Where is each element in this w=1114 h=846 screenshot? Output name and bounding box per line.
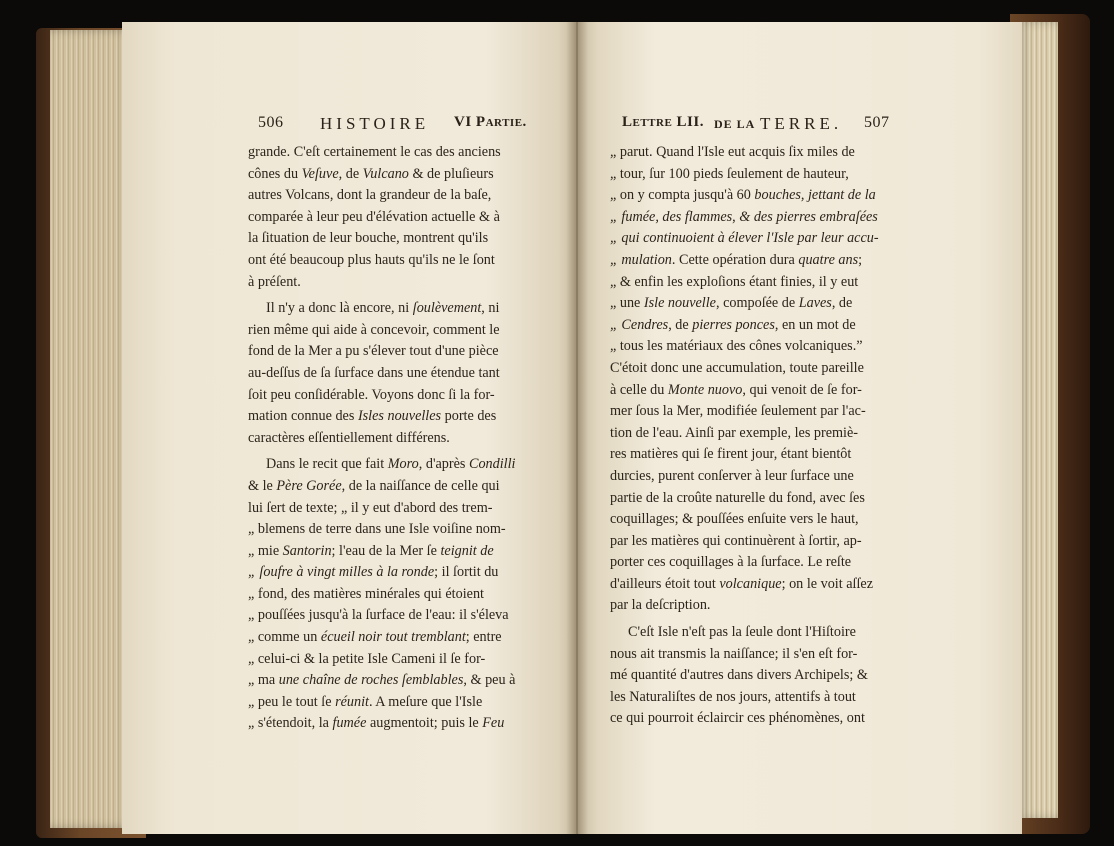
- text-line: [610, 509, 900, 531]
- text-line: [248, 406, 548, 428]
- text-line: [610, 665, 900, 687]
- text-run: grande. C'eſt certainement le cas des anciens: [248, 144, 501, 160]
- text-run: à celle du: [610, 381, 668, 398]
- text-run: , ni: [481, 300, 500, 317]
- text-run: mé quantité d'autres dans divers Archipels; &: [610, 667, 868, 684]
- text-line: [610, 574, 900, 596]
- text-line: [610, 142, 900, 164]
- italic-run: Vulcano: [362, 165, 409, 182]
- text-line: [610, 380, 900, 402]
- text-line: [248, 207, 548, 229]
- section-label: Lettre LII.: [622, 114, 704, 130]
- text-line: [248, 670, 548, 692]
- text-line: [610, 466, 900, 488]
- italic-run: „ qui continuoient à élever l'Isle par leur accu-: [610, 230, 879, 247]
- italic-run: Condilli: [468, 456, 516, 473]
- text-line: [248, 627, 548, 649]
- text-line: [610, 228, 900, 250]
- text-run: , qui venoit de ſe for-: [742, 381, 862, 398]
- text-run: ; entre: [465, 629, 502, 646]
- text-run: par la deſcription.: [610, 597, 711, 614]
- text-run: , de: [338, 165, 363, 182]
- text-line: [610, 207, 900, 229]
- text-line: [610, 531, 900, 553]
- text-run: ;: [858, 251, 863, 268]
- page-edges-left: [50, 30, 132, 828]
- text-run: , de: [668, 316, 693, 333]
- left-page-text: [248, 142, 548, 735]
- text-line: [610, 687, 900, 709]
- book-gutter: [566, 22, 588, 834]
- text-run: . A meſure que l'Isle: [368, 693, 483, 710]
- text-line: [610, 185, 900, 207]
- italic-run: Laves: [798, 295, 832, 312]
- italic-run: Veſuve: [301, 165, 339, 182]
- italic-run: & des pierres embraſées: [739, 208, 878, 225]
- text-line: [248, 320, 548, 342]
- italic-run: Moro: [387, 456, 419, 473]
- text-run: tion de l'eau. Ainſi par exemple, les premiè-: [610, 424, 858, 441]
- text-line: [248, 476, 548, 498]
- text-run: Il n'y a donc là encore, ni: [266, 300, 413, 317]
- text-run: . Cette opération dura: [671, 251, 799, 268]
- page-number: 506: [258, 114, 284, 131]
- italic-run: quatre ans: [798, 251, 859, 268]
- italic-run: écueil noir tout tremblant: [320, 629, 466, 646]
- text-run: , d'après: [418, 456, 469, 473]
- text-run: & de pluſieurs: [408, 165, 494, 182]
- text-run: autres Volcans, dont la grandeur de la baſe,: [248, 187, 492, 204]
- text-line: [610, 315, 900, 337]
- text-run: , compoſée de: [715, 295, 799, 312]
- italic-run: „ mulation: [610, 251, 672, 268]
- running-title: TERRE.: [760, 114, 843, 133]
- italic-run: teignit de: [440, 542, 494, 559]
- running-title-small: DE LA: [714, 117, 756, 131]
- text-line: [248, 298, 548, 320]
- text-run: C'étoit donc une accumulation, toute pareille: [610, 359, 864, 376]
- text-run: à préſent.: [248, 273, 301, 290]
- text-run: lui ſert de texte; „ il y eut d'abord des trem-: [248, 499, 493, 516]
- text-run: mation connue des: [248, 408, 358, 425]
- text-line: [248, 498, 548, 520]
- text-line: [248, 584, 548, 606]
- running-title: HISTOIRE: [320, 114, 430, 133]
- text-run: ; il ſortit du: [434, 564, 499, 581]
- text-line: [610, 622, 900, 644]
- text-line: [610, 644, 900, 666]
- text-run: „ ma: [248, 672, 279, 689]
- italic-run: réunit: [335, 693, 369, 710]
- text-run: , de la naiſſance de celle qui: [341, 477, 500, 494]
- text-line: [248, 341, 548, 363]
- text-run: rien même qui aide à concevoir, comment le: [248, 321, 500, 338]
- italic-run: Isles nouvelles: [357, 408, 442, 425]
- right-page-text: [610, 142, 900, 730]
- right-page-header: [622, 114, 892, 136]
- text-run: & le: [248, 477, 277, 494]
- text-line: [610, 488, 900, 510]
- text-run: „ blemens de terre dans une Isle voiſine nom-: [248, 521, 506, 538]
- text-run: Dans le recit que fait: [266, 456, 388, 473]
- text-line: [248, 605, 548, 627]
- text-line: [610, 708, 900, 730]
- text-run: „ parut. Quand l'Isle eut acquis ſix miles de: [610, 144, 855, 160]
- italic-run: pierres ponces: [692, 316, 775, 333]
- italic-run: une chaîne de roches ſemblables: [278, 672, 464, 689]
- text-run: durcies, purent conſerver à leur ſurface une: [610, 467, 854, 484]
- text-run: „ tour, ſur 100 pieds ſeulement de hauteur,: [610, 165, 849, 182]
- text-run: porter ces coquillages à la ſurface. Le reſte: [610, 554, 852, 571]
- text-run: „ mie: [248, 542, 283, 559]
- text-line: [248, 519, 548, 541]
- italic-run: „ fumée, des flammes: [610, 208, 733, 225]
- text-line: [610, 358, 900, 380]
- text-line: [610, 401, 900, 423]
- text-run: augmentoit; puis le: [366, 715, 483, 732]
- text-run: „ & enfin les exploſions étant finies, il y eut: [610, 273, 859, 290]
- text-run: ,: [732, 208, 740, 225]
- text-line: [248, 272, 548, 294]
- text-line: [248, 692, 548, 714]
- text-run: fond de la Mer a pu s'élever tout d'une pièce: [248, 343, 499, 360]
- italic-run: Père Gorée: [276, 477, 342, 494]
- text-run: ſoit peu conſidérable. Voyons donc ſi la for-: [248, 386, 495, 403]
- text-run: ce qui pourroit éclaircir ces phénomènes, ont: [610, 710, 865, 727]
- text-run: C'eſt Isle n'eſt pas la ſeule dont l'Hiſtoire: [628, 624, 856, 641]
- text-run: ; l'eau de la Mer ſe: [331, 542, 441, 559]
- text-line: [248, 164, 548, 186]
- text-run: ; on le voit aſſez: [781, 575, 873, 592]
- italic-run: Feu: [482, 715, 505, 732]
- text-line: [248, 649, 548, 671]
- text-run: comparée à leur peu d'élévation actuelle & à: [248, 208, 500, 225]
- text-run: , de: [831, 295, 853, 312]
- text-line: [610, 250, 900, 272]
- text-run: d'ailleurs étoit tout: [610, 575, 720, 592]
- text-run: „ celui-ci & la petite Isle Cameni il ſe for-: [248, 650, 486, 667]
- text-run: coquillages; & pouſſées enſuite vers le haut,: [610, 511, 859, 528]
- text-line: [248, 454, 548, 476]
- text-line: [610, 423, 900, 445]
- italic-run: „ Cendres: [610, 316, 669, 333]
- italic-run: ſoulèvement: [412, 300, 482, 317]
- text-line: [248, 385, 548, 407]
- text-line: [610, 595, 900, 617]
- text-run: „ on y compta jusqu'à 60: [610, 187, 755, 204]
- text-run: „ une: [610, 295, 644, 312]
- section-label: VI Partie.: [454, 114, 527, 130]
- text-run: „ peu le tout ſe: [248, 693, 336, 710]
- italic-run: Isle nouvelle: [643, 295, 716, 312]
- text-line: [610, 444, 900, 466]
- text-line: [248, 363, 548, 385]
- text-run: caractères eſſentiellement différens.: [248, 429, 450, 446]
- page-edges-right: [1018, 22, 1058, 818]
- text-run: mer ſous la Mer, modifiée ſeulement par l'ac-: [610, 403, 866, 420]
- italic-run: „ ſoufre à vingt milles à la ronde: [248, 564, 435, 581]
- text-run: par les matières qui continuèrent à ſortir, ap-: [610, 532, 862, 549]
- text-line: [248, 185, 548, 207]
- text-run: , & peu à: [463, 672, 516, 689]
- text-line: [610, 293, 900, 315]
- text-run: porte des: [441, 408, 497, 425]
- text-run: nous ait transmis la naiſſance; il s'en eſt for-: [610, 645, 858, 662]
- text-line: [248, 428, 548, 450]
- text-line: [610, 164, 900, 186]
- text-run: la ſituation de leur bouche, montrent qu'ils: [248, 230, 489, 247]
- text-line: [248, 541, 548, 563]
- page-number: 507: [864, 114, 890, 131]
- text-line: [248, 228, 548, 250]
- text-line: [248, 142, 548, 164]
- text-line: [248, 562, 548, 584]
- text-run: les Naturaliſtes de nos jours, attentifs à tout: [610, 688, 856, 705]
- text-line: [610, 336, 900, 358]
- left-page-header: [258, 114, 558, 136]
- text-line: [248, 713, 548, 735]
- text-run: partie de la croûte naturelle du fond, avec ſes: [610, 489, 865, 506]
- text-run: „ comme un: [248, 629, 321, 646]
- text-run: , en un mot de: [774, 316, 856, 333]
- italic-run: bouches, jettant de la: [754, 187, 876, 204]
- italic-run: volcanique: [719, 575, 782, 592]
- italic-run: Santorin: [282, 542, 332, 559]
- text-line: [248, 250, 548, 272]
- italic-run: Monte nuovo: [667, 381, 743, 398]
- text-line: [610, 552, 900, 574]
- text-run: cônes du: [248, 165, 302, 182]
- text-run: „ tous les matériaux des cônes volcaniques.”: [610, 338, 863, 355]
- italic-run: fumée: [332, 715, 367, 732]
- text-run: res matières qui ſe firent jour, étant bientôt: [610, 446, 852, 463]
- text-run: „ pouſſées jusqu'à la ſurface de l'eau: il s'éleva: [248, 607, 509, 624]
- text-line: [610, 272, 900, 294]
- text-run: „ s'étendoit, la: [248, 715, 333, 732]
- text-run: „ fond, des matières minérales qui étoient: [248, 585, 484, 602]
- text-run: ont été beaucoup plus hauts qu'ils ne le ſont: [248, 251, 495, 268]
- text-run: au-deſſus de ſa ſurface dans une étendue tant: [248, 364, 500, 381]
